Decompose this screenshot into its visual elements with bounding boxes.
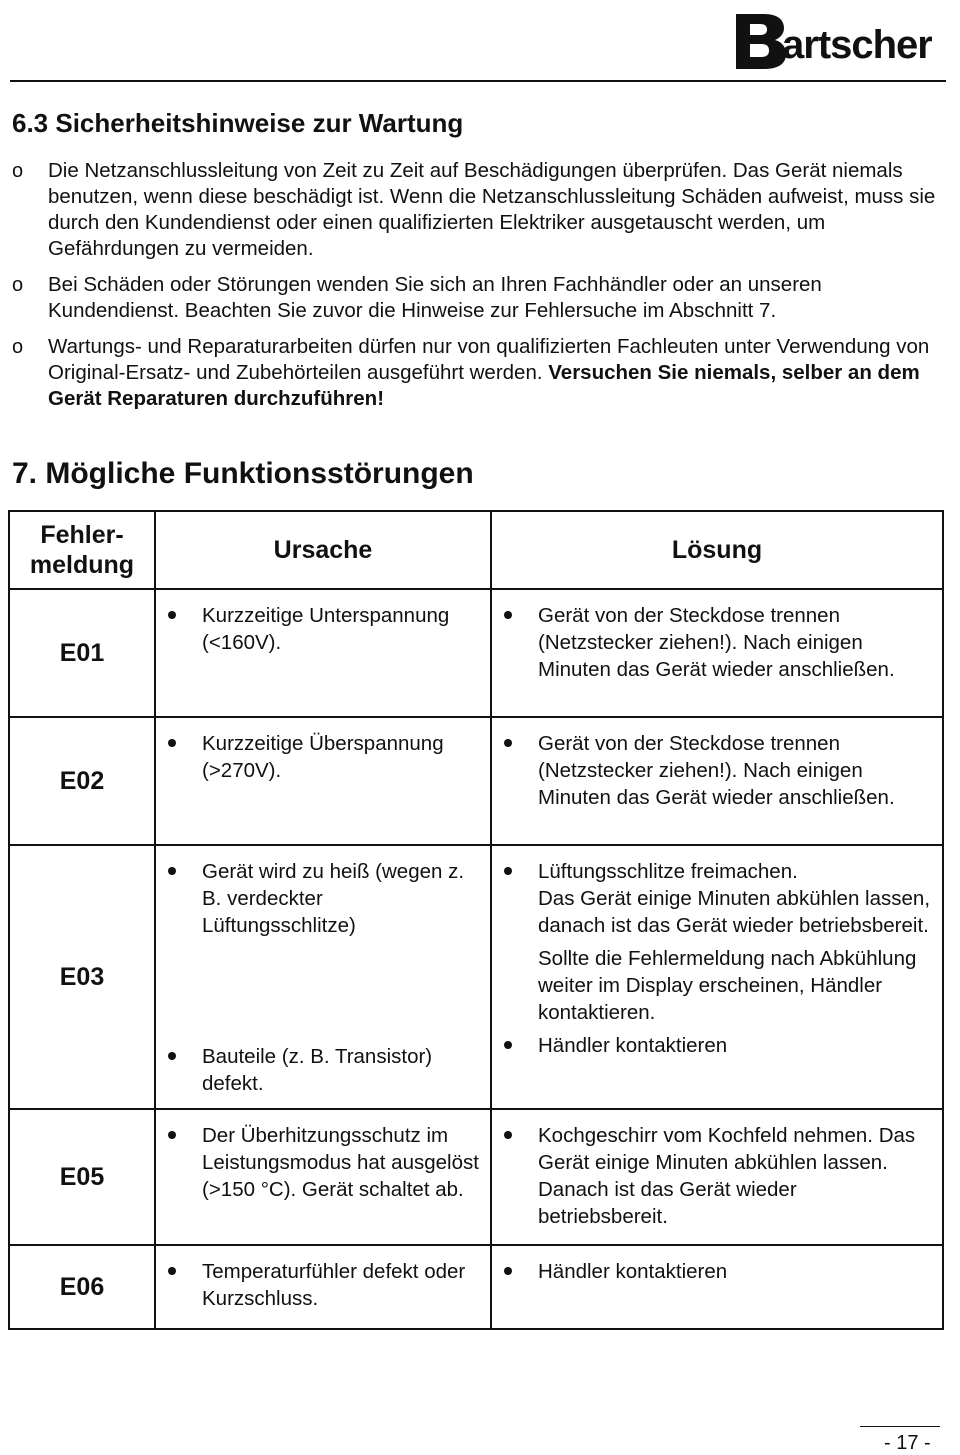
solution-cell [491,1109,943,1245]
bullet-icon [504,1041,512,1049]
safety-list [12,158,952,422]
safety-item [12,334,952,412]
safety-item-text: Bei Schäden oder Störungen wenden Sie sich an Ihren Fachhändler oder an unseren Kundendienst. Beachten Sie zuvor die Hinweise zur Fehlersuche im Abschnitt 7. [48,273,822,322]
solution-cell [491,717,943,845]
bullet-icon [504,611,512,619]
column-header-cause: Ursache [155,511,491,589]
list-item [156,1043,480,1097]
list-item [156,1122,480,1203]
bartscher-logo [732,4,932,70]
section-heading-faults: 7. Mögliche Funktionsstörungen [12,457,474,490]
bullet-icon [168,611,176,619]
svg-text:artscher: artscher [782,23,932,67]
bullet-icon [168,739,176,747]
bullet-icon [504,739,512,747]
section-heading-safety: 6.3 Sicherheitshinweise zur Wartung [12,108,464,138]
list-item [492,602,932,683]
solution-cell [491,845,943,1109]
error-code: E01 [9,589,155,717]
list-item [492,858,932,885]
list-item [156,602,480,656]
solution-text: Das Gerät einige Minuten abkühlen lassen, danach ist das Gerät wieder betriebsbereit. [538,887,931,937]
table-row [9,1109,943,1245]
cause-cell [155,717,491,845]
cause-cell [155,1109,491,1245]
footer-rule [860,1426,940,1427]
cause-cell [155,1245,491,1329]
bullet-icon [504,1267,512,1275]
bullet-icon [168,1267,176,1275]
table-row [9,589,943,717]
solution-text: Händler kontaktieren [538,1034,728,1057]
bullet-icon [504,1131,512,1139]
column-header-solution: Lösung [491,511,943,589]
solution-cell [491,589,943,717]
cause-cell [155,589,491,717]
list-item [492,730,932,811]
cause-text: Der Überhitzungsschutz im Leistungsmodus hat ausgelöst (>150 °C). Gerät schaltet ab. [202,1124,479,1201]
list-item [156,730,480,784]
list-item [156,1258,480,1312]
solution-text: Gerät von der Steckdose trennen (Netzstecker ziehen!). Nach einigen Minuten das Gerät wieder anschließen. [538,732,895,809]
safety-item-text: Wartungs- und Reparaturarbeiten dürfen nur von qualifizierten Fachleuten unter Verwendung von Original-Ersatz- und Zubehörteilen ausgeführt werden. [48,335,930,384]
table-row [9,717,943,845]
table-header-row [9,511,943,589]
bullet-marker: o [12,336,24,358]
table-row [9,845,943,1109]
error-code: E03 [9,845,155,1109]
error-code: E02 [9,717,155,845]
bullet-marker: o [12,274,24,296]
fault-table [8,510,944,1330]
bullet-icon [168,867,176,875]
bullet-icon [168,1052,176,1060]
error-code: E05 [9,1109,155,1245]
safety-item-text: Die Netzanschlussleitung von Zeit zu Zeit auf Beschädigungen überprüfen. Das Gerät niemals benutzen, wenn diese beschädigt ist. Wenn die Netzanschlussleitung Schäden aufweist, muss sie durch den Kundendienst oder einen qualifizierten Elektriker ausgetauscht werden, um Gefährdungen zu vermeiden. [48,159,936,260]
list-item [492,1258,932,1285]
list-item [492,945,932,1026]
column-header-code: Fehler-meldung [9,511,155,589]
list-item [492,1122,932,1230]
bullet-icon [504,867,512,875]
safety-warning-text: Versuchen Sie niemals, selber an dem Gerät Reparaturen durchzuführen! [48,361,920,410]
solution-text: Sollte die Fehlermeldung nach Abkühlung weiter im Display erscheinen, Händler kontaktieren. [538,947,917,1024]
table-row [9,1245,943,1329]
cause-cell [155,845,491,1109]
bullet-icon [168,1131,176,1139]
solution-text: Händler kontaktieren [538,1260,728,1283]
cause-text: Kurzzeitige Unterspannung (<160V). [202,604,450,654]
solution-text: Kochgeschirr vom Kochfeld nehmen. Das Gerät einige Minuten abkühlen lassen. Danach ist das Gerät wieder betriebsbereit. [538,1124,916,1228]
cause-text: Bauteile (z. B. Transistor) defekt. [202,1045,433,1095]
list-item [492,885,932,939]
list-item [492,1032,932,1059]
bullet-marker: o [12,160,24,182]
header-rule [10,80,946,82]
solution-text: Lüftungsschlitze freimachen. [538,860,798,883]
cause-text: Temperaturfühler defekt oder Kurzschluss. [202,1260,466,1310]
safety-item [12,158,952,262]
list-item [156,858,480,939]
error-code: E06 [9,1245,155,1329]
solution-text: Gerät von der Steckdose trennen (Netzstecker ziehen!). Nach einigen Minuten das Gerät wieder anschließen. [538,604,895,681]
page-number: - 17 - [884,1432,931,1454]
cause-text: Kurzzeitige Überspannung (>270V). [202,732,444,782]
cause-text: Gerät wird zu heiß (wegen z. B. verdeckter Lüftungsschlitze) [202,860,465,937]
solution-cell [491,1245,943,1329]
safety-item [12,272,952,324]
